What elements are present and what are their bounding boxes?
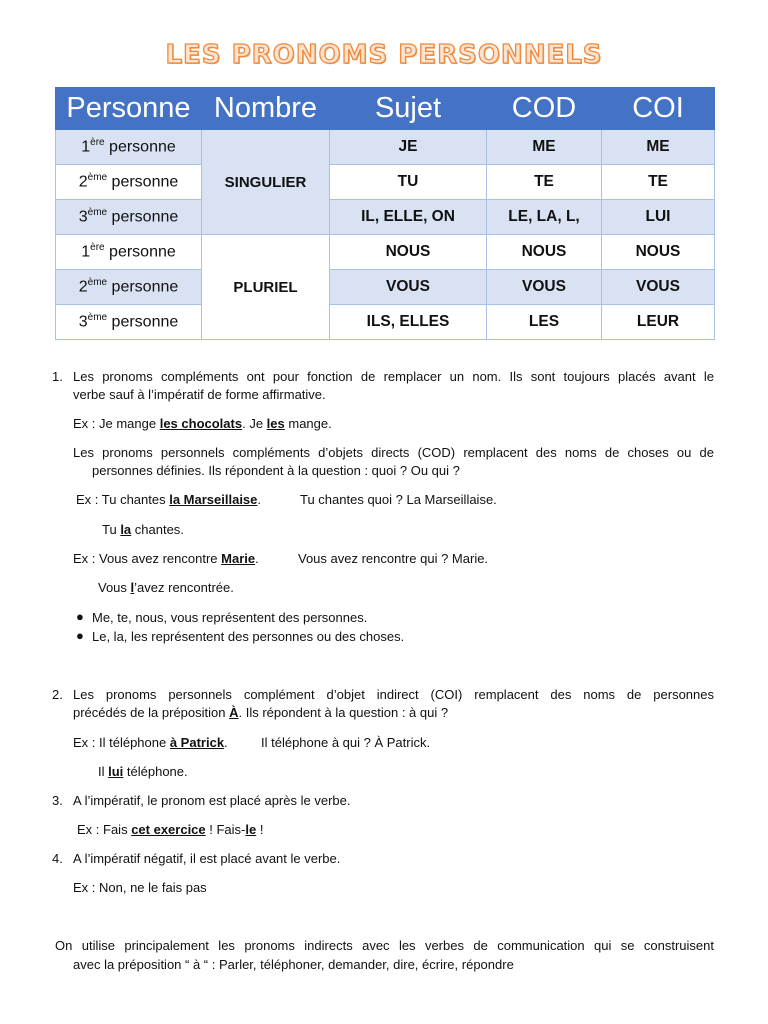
header-cod: COD [487,88,602,130]
cod-cell: LE, LA, L, [487,200,602,235]
paragraph: A l’impératif négatif, il est placé avant le verbe. [73,851,341,866]
nombre-singulier: SINGULIER [202,130,330,235]
sujet-cell: VOUS [330,270,487,305]
table-row [56,130,715,165]
paragraph: précédés de la préposition À. Ils répondent à la question : à qui ? [73,705,449,720]
paragraph: personnes définies. Ils répondent à la question : quoi ? Ou qui ? [92,463,460,478]
sujet-cell: ILS, ELLES [330,305,487,340]
list-number: 3. [52,793,63,808]
list-number: 4. [52,851,63,866]
example: Il lui téléphone. [98,764,188,779]
personne-cell: 3ème personne [56,305,202,340]
personne-cell: 3ème personne [56,200,202,235]
header-personne: Personne [56,88,202,130]
coi-cell: LUI [602,200,715,235]
sujet-cell: NOUS [330,235,487,270]
paragraph: A l’impératif, le pronom est placé après le verbe. [73,793,351,808]
coi-cell: ME [602,130,715,165]
cod-cell: LES [487,305,602,340]
header-coi: COI [602,88,715,130]
example: Ex : Fais cet exercice ! Fais-le ! [77,822,264,837]
header-nombre: Nombre [202,88,330,130]
table-row [56,270,715,305]
personne-cell: 2ème personne [56,165,202,200]
page-title: LES PRONOMS PERSONNELS [165,40,603,70]
pronouns-table [55,87,715,340]
paragraph: Les pronoms personnels compléments d’objets directs (COD) remplacent des noms de choses ou de [73,445,714,460]
nombre-pluriel: PLURIEL [202,235,330,340]
example: Ex : Vous avez rencontre Marie. Vous avez rencontre qui ? Marie. [73,551,489,566]
list-number: 2. [52,687,63,702]
sujet-cell: IL, ELLE, ON [330,200,487,235]
coi-cell: TE [602,165,715,200]
example: Vous l’avez rencontrée. [98,580,234,595]
table-row [56,305,715,340]
list-item: Le, la, les représentent des personnes ou des choses. [92,629,405,644]
example: Ex : Je mange les chocolats. Je les mange. [73,416,332,431]
conclusion-paragraph: avec la préposition “ à “ : Parler, téléphoner, demander, dire, écrire, répondre [73,957,514,972]
table-header-row [56,88,715,130]
personne-cell: 1ère personne [56,235,202,270]
cod-cell: ME [487,130,602,165]
table-row [56,200,715,235]
personne-cell: 1ère personne [56,130,202,165]
paragraph: verbe sauf à l’impératif de forme affirmative. [73,387,326,402]
list-number: 1. [52,369,63,384]
bullet-icon: ● [76,609,84,624]
example: Ex : Non, ne le fais pas [73,880,207,895]
sujet-cell: JE [330,130,487,165]
cod-cell: NOUS [487,235,602,270]
table-row [56,235,715,270]
header-sujet: Sujet [330,88,487,130]
list-item: Me, te, nous, vous représentent des personnes. [92,610,368,625]
personne-cell: 2ème personne [56,270,202,305]
paragraph: Les pronoms compléments ont pour fonction de remplacer un nom. Ils sont toujours placés avant le [73,369,714,384]
sujet-cell: TU [330,165,487,200]
coi-cell: LEUR [602,305,715,340]
example: Ex : Tu chantes la Marseillaise. Tu chantes quoi ? La Marseillaise. [76,492,497,507]
coi-cell: VOUS [602,270,715,305]
coi-cell: NOUS [602,235,715,270]
table-row [56,165,715,200]
bullet-icon: ● [76,628,84,643]
cod-cell: VOUS [487,270,602,305]
paragraph: Les pronoms personnels complément d’objet indirect (COI) remplacent des noms de personnes [73,687,714,702]
example: Ex : Il téléphone à Patrick. Il téléphone à qui ? À Patrick. [73,735,431,750]
example: Tu la chantes. [102,522,184,537]
cod-cell: TE [487,165,602,200]
conclusion-paragraph: On utilise principalement les pronoms indirects avec les verbes de communication qui se construisent [55,938,714,953]
